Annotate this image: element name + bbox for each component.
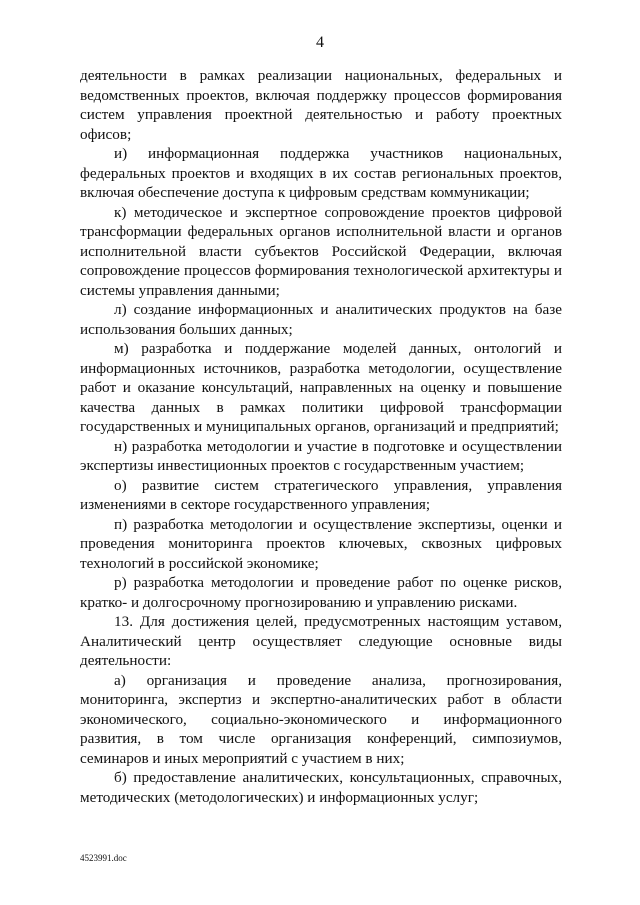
- paragraph-item-i: и) информационная поддержка участников национальных, федеральных проектов и входящих в их состав региональных проектов, включая обеспечение доступа к цифровым средствам коммуникации;: [80, 145, 562, 201]
- paragraph-continuation: деятельности в рамках реализации национальных, федеральных и ведомственных проектов, включая поддержку процессов формирования систем управления проектной деятельностью и работу проектных офисов;: [80, 67, 562, 143]
- document-body: [80, 66, 562, 807]
- page-number: 4: [316, 34, 324, 51]
- paragraph-item-m: м) разработка и поддержание моделей данных, онтологий и информационных источников, разработка методологии, осуществление работ и оказание консультаций, направленных на оценку и повышение качества данных в рамках политики цифровой трансформации государственных и муниципальных органов, организаций и предприятий;: [80, 340, 562, 435]
- paragraph-item-k: к) методическое и экспертное сопровождение проектов цифровой трансформации федеральных органов исполнительной власти и органов исполнительной власти субъектов Российской Федерации, включая сопровождение процессов формирования технологической архитектуры и системы управления данными;: [80, 203, 562, 299]
- paragraph-section-13: 13. Для достижения целей, предусмотренных настоящим уставом, Аналитический центр осуществляет следующие основные виды деятельности:: [80, 613, 562, 669]
- paragraph-item-r: р) разработка методологии и проведение работ по оценке рисков, кратко- и долгосрочному прогнозированию и управлению рисками.: [80, 574, 562, 611]
- file-reference: 4523991.doc: [80, 853, 127, 863]
- paragraph-item-l: л) создание информационных и аналитических продуктов на базе использования больших данных;: [80, 301, 562, 338]
- paragraph-item-b: б) предоставление аналитических, консультационных, справочных, методических (методологических) и информационных услуг;: [80, 769, 562, 806]
- paragraph-item-n: н) разработка методологии и участие в подготовке и осуществлении экспертизы инвестиционных проектов с государственным участием;: [80, 437, 562, 474]
- paragraph-item-o: о) развитие систем стратегического управления, управления изменениями в секторе государственного управления;: [80, 476, 562, 513]
- paragraph-item-a: а) организация и проведение анализа, прогнозирования, мониторинга, экспертиз и экспертно-аналитических работ в области экономического, социально-экономического и информационного развития, в том числе организация конференций, симпозиумов, семинаров и иных мероприятий с участием в них;: [80, 671, 562, 767]
- paragraph-item-p: п) разработка методологии и осуществление экспертизы, оценки и проведения мониторинга проектов ключевых, сквозных цифровых технологий в российской экономике;: [80, 515, 562, 572]
